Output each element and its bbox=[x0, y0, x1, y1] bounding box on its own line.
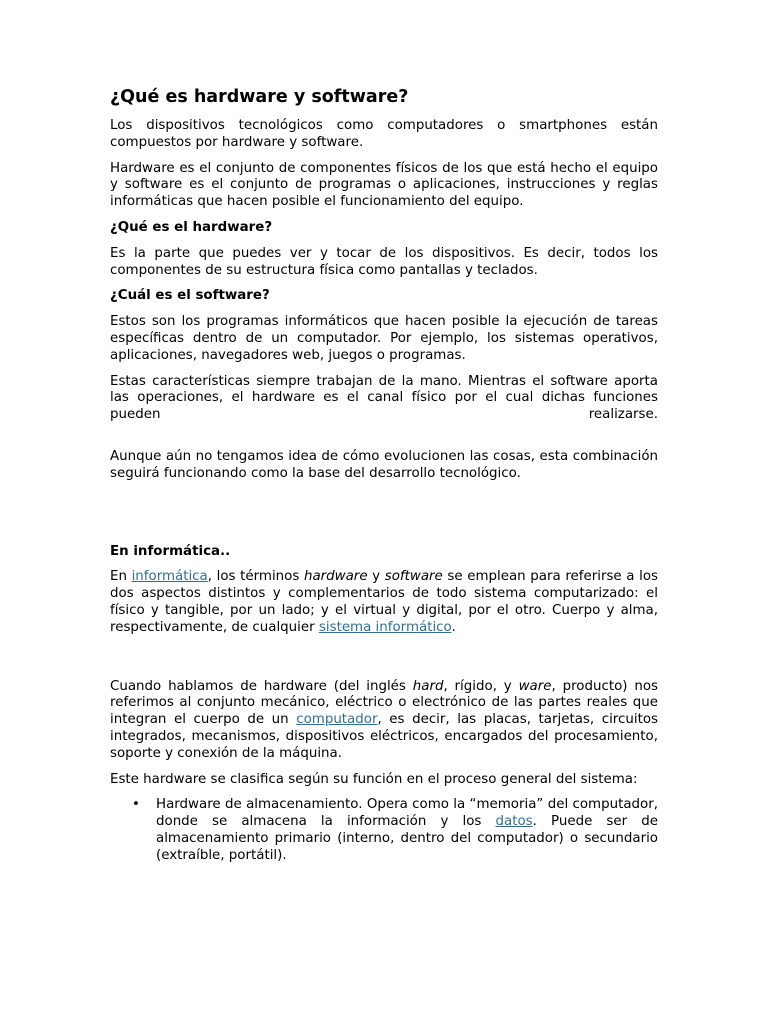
page-title: ¿Qué es hardware y software? bbox=[110, 87, 409, 107]
list-item bbox=[132, 797, 658, 864]
text-run: , es decir, las placas, tarjetas, circuitos integrados, mecanismos, dispositivos eléctricos, encargados del procesamiento, soporte y conexión de la máquina. bbox=[110, 712, 658, 761]
text-run: y bbox=[367, 569, 385, 585]
term-hardware: hardware bbox=[303, 569, 368, 585]
intro-paragraph-2: Hardware es el conjunto de componentes físicos de los que está hecho el equipo y software es el conjunto de programas o aplicaciones, instrucciones y reglas informáticas que hacen posible el funcionamiento del equipo. bbox=[110, 160, 658, 210]
text-run: . Puede ser de almacenamiento primario (interno, dentro del computador) o secundario (extraíble, portátil). bbox=[156, 814, 658, 863]
software-paragraph: Estos son los programas informáticos que hacen posible la ejecución de tareas específicas dentro de un computador. Por ejemplo, los sistemas operativos, aplicaciones, navegadores web, juegos o programas. bbox=[110, 314, 658, 363]
link-computador[interactable]: computador bbox=[296, 712, 378, 728]
text-run: se emplean para referirse a los dos aspectos distintos y complementarios de todo sistema computarizado: el físico y tangible, por un lado; y el virtual y digital, por el otro. Cuerpo y alma, respectivamente, de cualquier bbox=[110, 569, 658, 635]
hardware-definition-paragraph bbox=[110, 679, 658, 763]
hardware-paragraph: Es la parte que puedes ver y tocar de los dispositivos. Es decir, todos los componentes de su estructura física como pantallas y teclados. bbox=[110, 245, 658, 278]
text-run: Cuando hablamos de hardware (del inglés bbox=[110, 678, 413, 694]
text-run: Hardware de almacenamiento. Opera como la “memoria” del computador, donde se almacena la información y los bbox=[156, 797, 658, 830]
hardware-heading: ¿Qué es el hardware? bbox=[110, 219, 273, 235]
informatica-paragraph bbox=[110, 569, 658, 636]
spacer bbox=[110, 646, 658, 679]
combination-paragraph: Estas características siempre trabajan de la mano. Mientras el software aporta las operaciones, el hardware es el canal físico por el cual dichas funciones pueden realizarse. bbox=[110, 373, 658, 423]
spacer bbox=[110, 433, 658, 449]
intro-paragraph-1: Los dispositivos tecnológicos como computadores o smartphones están compuestos por hardware y software. bbox=[110, 118, 658, 150]
text-run: , rígido, y bbox=[443, 678, 519, 694]
term-software: software bbox=[384, 569, 443, 585]
hardware-types-list bbox=[110, 797, 658, 864]
link-datos[interactable]: datos bbox=[495, 814, 533, 830]
text-run: . bbox=[451, 619, 456, 635]
informatica-heading: En informática.. bbox=[110, 543, 231, 559]
link-informatica[interactable]: informática bbox=[131, 569, 208, 585]
link-sistema-informatico[interactable]: sistema informático bbox=[318, 619, 452, 635]
classification-paragraph: Este hardware se clasifica según su función en el proceso general del sistema: bbox=[110, 771, 638, 787]
term-ware: ware bbox=[518, 678, 552, 694]
software-heading: ¿Cuál es el software? bbox=[110, 288, 270, 304]
text-run: , los términos bbox=[207, 569, 304, 585]
term-hard: hard bbox=[412, 678, 444, 694]
text-run: En bbox=[110, 569, 132, 585]
future-paragraph: Aunque aún no tengamos idea de cómo evolucionen las cosas, esta combinación seguirá funcionando como la base del desarrollo tecnológico. bbox=[110, 448, 658, 481]
text-run: , producto) nos referimos al conjunto mecánico, eléctrico o electrónico de las partes reales que integran el cuerpo de un bbox=[110, 678, 658, 728]
spacer bbox=[110, 492, 658, 544]
bullet-icon: • bbox=[132, 797, 140, 813]
